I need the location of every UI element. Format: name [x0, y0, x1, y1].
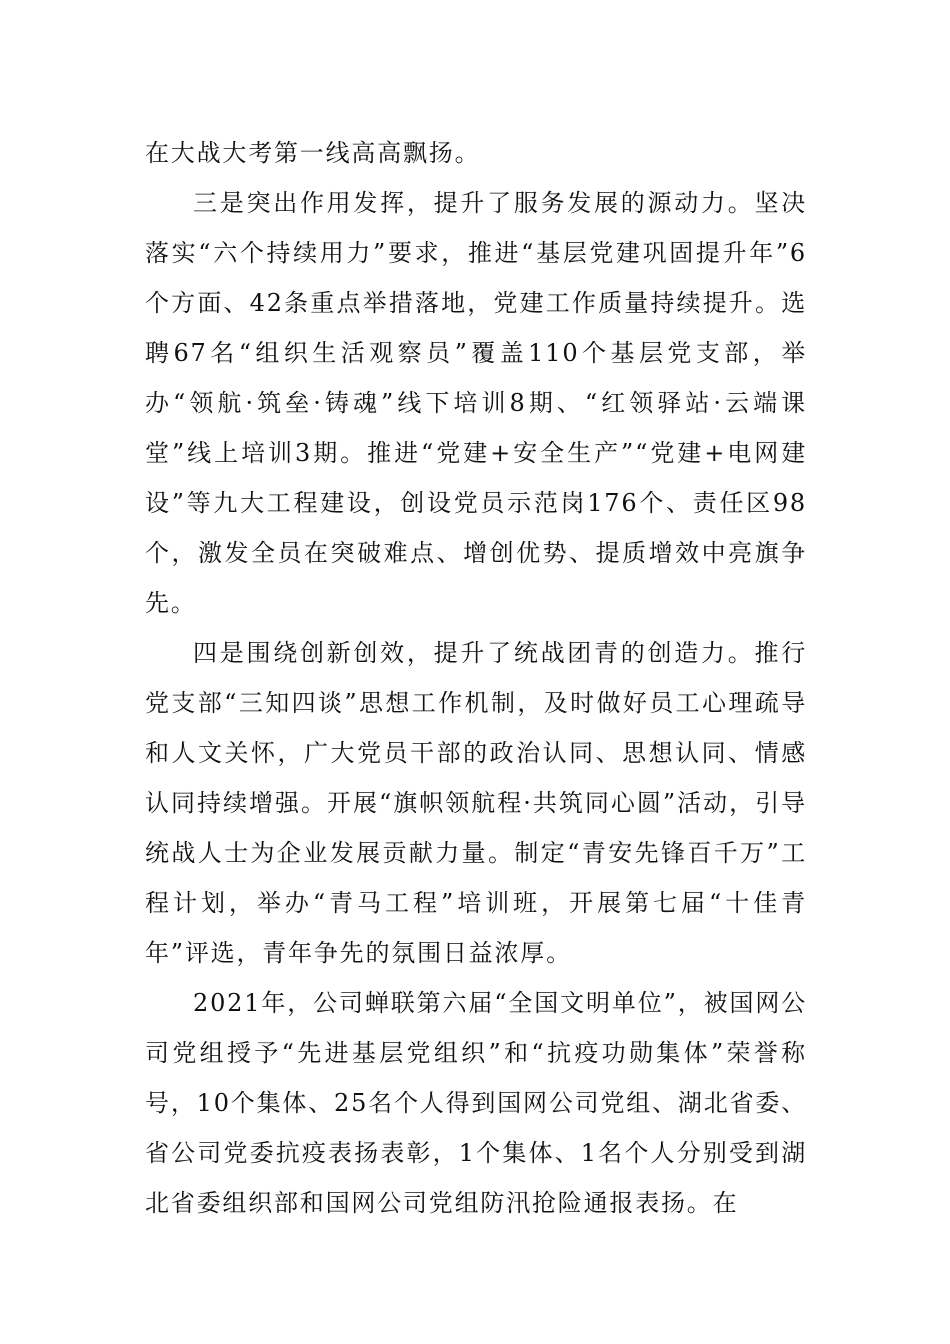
paragraph-fourth-point: 四是围绕创新创效，提升了统战团青的创造力。推行党支部“三知四谈”思想工作机制，及时做好员工心理疏导和人文关怀，广大党员干部的政治认同、思想认同、情感认同持续增强。开展“旗帜领航程·共筑同心圆”活动，引导统战人士为企业发展贡献力量。制定“青安先锋百千万”工程计划，举办“青马工程”培训班，开展第七届“十佳青年”评选，青年争先的氛围日益浓厚。 [145, 639, 807, 967]
paragraph-third-point: 三是突出作用发挥，提升了服务发展的源动力。坚决落实“六个持续用力”要求，推进“基层党建巩固提升年”6个方面、42条重点举措落地，党建工作质量持续提升。选聘67名“组织生活观察员”覆盖110个基层党支部，举办“领航·筑垒·铸魂”线下培训8期、“红领驿站·云端课堂”线上培训3期。推进“党建+安全生产”“党建+电网建设”等九大工程建设，创设党员示范岗176个、责任区98个，激发全员在突破难点、增创优势、提质增效中亮旗争先。 [145, 189, 807, 617]
paragraph-continuation: 在大战大考第一线高高飘扬。 [145, 139, 481, 167]
paragraph-honors-2021: 2021年，公司蝉联第六届“全国文明单位”，被国网公司党组授予“先进基层党组织”和“抗疫功勋集体”荣誉称号，10个集体、25名个人得到国网公司党组、湖北省委、省公司党委抗疫表扬表彰，1个集体、1名个人分别受到湖北省委组织部和国网公司党组防汛抢险通报表扬。在 [145, 989, 807, 1217]
document-body [145, 128, 807, 1228]
